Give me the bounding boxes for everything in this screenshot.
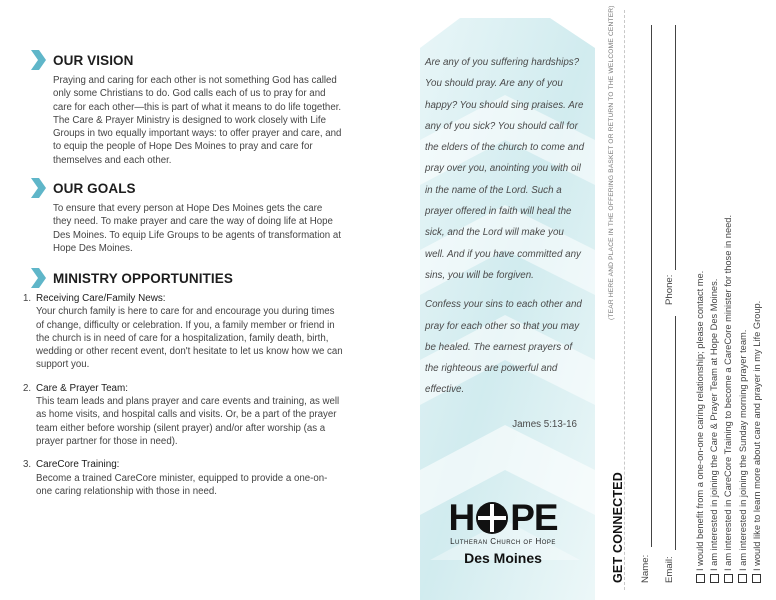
verse-reference: James 5:13-16	[512, 419, 577, 430]
goals-body: To ensure that every person at Hope Des Moines gets the care they need. To make prayer and care the way of doing life at Hope Des Moines. To equip Life Groups to be agents of transformation at Hope Des Moines.	[53, 203, 341, 254]
logo-city: Des Moines	[464, 550, 542, 566]
item-number: 3.	[23, 459, 32, 471]
vision-title: OUR VISION	[53, 52, 134, 68]
checkbox[interactable]	[724, 574, 733, 583]
item-text: This team leads and plans prayer and care events and training, as well as home visits, and hospital calls and visits. Or, be a part of the prayer team either before worship (silent prayer) and/or after worship (as a prayer partner for those in need).	[36, 396, 340, 447]
checkbox[interactable]	[696, 574, 705, 583]
scripture-verse	[425, 52, 585, 401]
checkbox-label: I am interested in joining the Care & Prayer Team at Hope Des Moines.	[709, 278, 720, 571]
ministry-title: MINISTRY OPPORTUNITIES	[53, 270, 233, 286]
item-text: Your church family is here to care for and encourage you during times of change, difficulty or celebration. If you, a family member or friend in the church is in need of care for a hospitalization, family death, birth, wedding or other recent event, don't hesitate to let us know how we can support you.	[36, 306, 343, 371]
item-title: Care & Prayer Team:	[36, 382, 129, 394]
checkbox-option[interactable]	[707, 215, 721, 583]
list-item	[23, 292, 343, 372]
item-number: 1.	[23, 293, 32, 304]
vision-section	[30, 48, 342, 167]
name-label: Name:	[640, 554, 651, 583]
phone-field[interactable]	[675, 25, 676, 270]
item-title: Receiving Care/Family News:	[36, 293, 166, 304]
checkbox-label: I am interested in joining the Sunday morning prayer team.	[737, 329, 748, 571]
verse-paragraph: Confess your sins to each other and pray for each other so that you may be healed. The earnest prayers of the righteous are powerful and effective.	[425, 299, 582, 396]
checkbox-label: I would like to learn more about care and prayer in my Life Group.	[751, 300, 762, 571]
form-title: GET CONNECTED	[611, 472, 625, 583]
item-title: CareCore Training:	[36, 459, 120, 471]
name-field[interactable]	[651, 25, 652, 547]
chevron-right-icon	[30, 49, 47, 71]
checkbox[interactable]	[710, 574, 719, 583]
chevron-right-icon	[30, 267, 47, 289]
goals-title: OUR GOALS	[53, 180, 136, 196]
logo-letters-pe: PE	[510, 497, 558, 538]
item-text: Become a trained CareCore minister, equipped to provide a one-on-one caring relationship with those in need.	[36, 472, 328, 497]
checkbox[interactable]	[738, 574, 747, 583]
response-card	[595, 0, 776, 600]
logo-letter-h: H	[448, 497, 475, 538]
middle-panel	[400, 0, 595, 600]
checkbox-label: I am interested in CareCore Training to become a CareCore minister for those in need.	[723, 214, 734, 571]
ministry-section	[23, 266, 343, 508]
interest-checklist	[693, 215, 764, 583]
list-item	[23, 458, 343, 498]
goals-section	[30, 176, 342, 255]
item-number: 2.	[23, 382, 32, 394]
list-item	[23, 382, 343, 448]
hope-logo	[443, 497, 563, 566]
checkbox-option[interactable]	[750, 215, 764, 583]
vision-body: Praying and caring for each other is not something God has called only some Christians to do. God calls each of us to pray for and care for each other—this is part of what it means to do life together. The Care & Prayer Ministry is designed to work closely with Life Groups in two equally important ways: to offer prayer and care, and to equip the people of Hope Des Moines to pray and care for themselves and each other.	[53, 75, 342, 166]
logo-subtitle: Lutheran Church of Hope	[450, 537, 556, 546]
checkbox[interactable]	[752, 574, 761, 583]
checkbox-option[interactable]	[736, 215, 750, 583]
tear-instructions: (TEAR HERE AND PLACE IN THE OFFERING BASKET OR RETURN TO THE WELCOME CENTER)	[608, 5, 615, 320]
logo-cross-icon	[475, 501, 509, 535]
email-field[interactable]	[675, 316, 676, 550]
phone-label: Phone:	[664, 274, 675, 305]
checkbox-option[interactable]	[721, 215, 735, 583]
checkbox-option[interactable]	[693, 215, 707, 583]
verse-paragraph: Are any of you suffering hardships? You should pray. Are any of you happy? You should sing praises. Are any of you sick? You should call for the elders of the church to come and pray over you, anointing you with oil in the name of the Lord. Such a prayer offered in faith will heal the sick, and the Lord will make you well. And if you have committed any sins, you will be forgiven.	[425, 57, 585, 281]
checkbox-label: I would benefit from a one-on-one caring relationship; please contact me.	[695, 270, 706, 571]
chevron-right-icon	[30, 177, 47, 199]
email-label: Email:	[664, 556, 675, 583]
